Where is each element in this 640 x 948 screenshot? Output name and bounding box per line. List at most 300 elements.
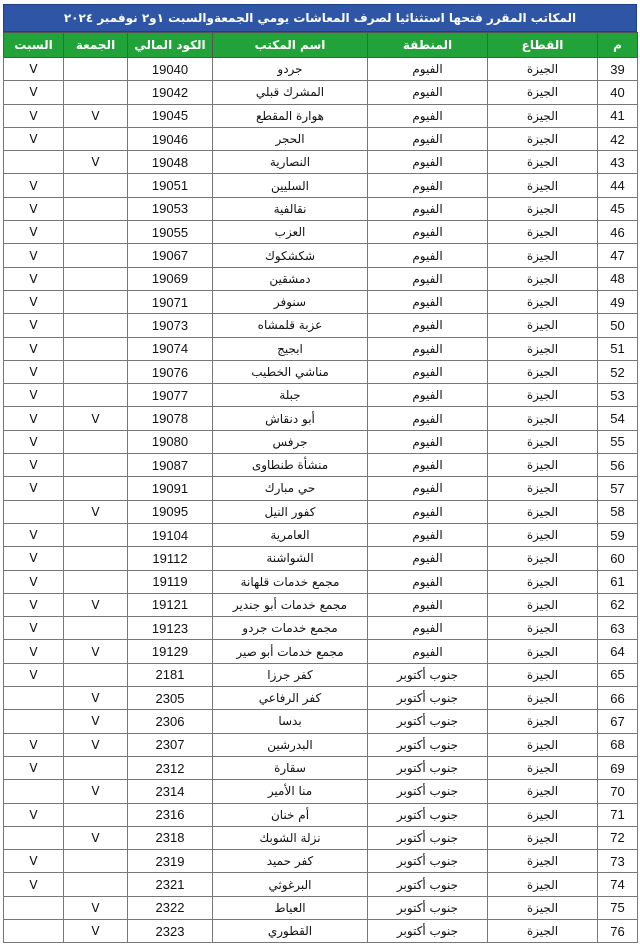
row-region: جنوب أكتوبر xyxy=(368,873,488,896)
row-region: الفيوم xyxy=(368,477,488,500)
row-sector: الجيزة xyxy=(488,267,598,290)
row-financial-code: 2319 xyxy=(128,850,213,873)
row-number: 55 xyxy=(598,430,638,453)
row-region: جنوب أكتوبر xyxy=(368,919,488,942)
row-friday-check: V xyxy=(64,896,128,919)
row-financial-code: 2314 xyxy=(128,780,213,803)
row-office-name: القطوري xyxy=(213,919,368,942)
row-region: الفيوم xyxy=(368,104,488,127)
row-number: 74 xyxy=(598,873,638,896)
table-row xyxy=(4,58,638,81)
row-office-name: المشرك قبلي xyxy=(213,81,368,104)
row-friday-check xyxy=(64,174,128,197)
row-number: 63 xyxy=(598,617,638,640)
row-office-name: البدرشين xyxy=(213,733,368,756)
row-region: الفيوم xyxy=(368,523,488,546)
row-saturday-check: V xyxy=(4,290,64,313)
row-office-name: شكشكوك xyxy=(213,244,368,267)
table-row xyxy=(4,221,638,244)
row-region: جنوب أكتوبر xyxy=(368,780,488,803)
row-saturday-check: V xyxy=(4,593,64,616)
table-row xyxy=(4,896,638,919)
row-number: 47 xyxy=(598,244,638,267)
row-office-name: البرغوثي xyxy=(213,873,368,896)
row-region: جنوب أكتوبر xyxy=(368,803,488,826)
row-region: جنوب أكتوبر xyxy=(368,663,488,686)
row-friday-check xyxy=(64,547,128,570)
row-saturday-check xyxy=(4,826,64,849)
row-sector: الجيزة xyxy=(488,850,598,873)
row-saturday-check: V xyxy=(4,314,64,337)
row-number: 57 xyxy=(598,477,638,500)
row-friday-check: V xyxy=(64,593,128,616)
row-friday-check xyxy=(64,756,128,779)
row-office-name: الحجر xyxy=(213,127,368,150)
row-sector: الجيزة xyxy=(488,314,598,337)
row-sector: الجيزة xyxy=(488,547,598,570)
row-saturday-check: V xyxy=(4,756,64,779)
row-saturday-check: V xyxy=(4,58,64,81)
row-sector: الجيزة xyxy=(488,896,598,919)
table-row xyxy=(4,360,638,383)
row-friday-check xyxy=(64,384,128,407)
row-financial-code: 2305 xyxy=(128,687,213,710)
row-saturday-check: V xyxy=(4,337,64,360)
row-region: الفيوم xyxy=(368,360,488,383)
header-region: المنطقة xyxy=(368,33,488,58)
row-office-name: أبو دنقاش xyxy=(213,407,368,430)
row-office-name: العياط xyxy=(213,896,368,919)
row-saturday-check: V xyxy=(4,430,64,453)
row-sector: الجيزة xyxy=(488,360,598,383)
row-office-name: كفر الرفاعي xyxy=(213,687,368,710)
table-row xyxy=(4,267,638,290)
table-row xyxy=(4,454,638,477)
table-row xyxy=(4,593,638,616)
row-financial-code: 19119 xyxy=(128,570,213,593)
row-saturday-check xyxy=(4,896,64,919)
row-office-name: جبلة xyxy=(213,384,368,407)
row-friday-check: V xyxy=(64,640,128,663)
row-friday-check: V xyxy=(64,500,128,523)
table-row xyxy=(4,919,638,942)
table-row xyxy=(4,337,638,360)
row-number: 54 xyxy=(598,407,638,430)
row-financial-code: 19091 xyxy=(128,477,213,500)
row-sector: الجيزة xyxy=(488,873,598,896)
table-row xyxy=(4,477,638,500)
row-number: 73 xyxy=(598,850,638,873)
row-office-name: العامرية xyxy=(213,523,368,546)
row-office-name: بدسا xyxy=(213,710,368,733)
table-row xyxy=(4,710,638,733)
row-friday-check: V xyxy=(64,780,128,803)
row-saturday-check: V xyxy=(4,104,64,127)
row-financial-code: 19104 xyxy=(128,523,213,546)
row-financial-code: 19112 xyxy=(128,547,213,570)
table-row xyxy=(4,174,638,197)
row-financial-code: 19071 xyxy=(128,290,213,313)
row-number: 58 xyxy=(598,500,638,523)
row-region: جنوب أكتوبر xyxy=(368,756,488,779)
offices-table xyxy=(3,32,638,943)
row-financial-code: 19123 xyxy=(128,617,213,640)
row-office-name: الشواشنة xyxy=(213,547,368,570)
row-region: الفيوم xyxy=(368,337,488,360)
row-saturday-check: V xyxy=(4,127,64,150)
row-region: الفيوم xyxy=(368,151,488,174)
table-row xyxy=(4,384,638,407)
row-saturday-check: V xyxy=(4,733,64,756)
row-financial-code: 2321 xyxy=(128,873,213,896)
row-saturday-check: V xyxy=(4,197,64,220)
row-financial-code: 19055 xyxy=(128,221,213,244)
row-region: الفيوم xyxy=(368,640,488,663)
row-saturday-check: V xyxy=(4,360,64,383)
row-financial-code: 2306 xyxy=(128,710,213,733)
row-saturday-check xyxy=(4,151,64,174)
row-saturday-check: V xyxy=(4,523,64,546)
row-office-name: مناشي الخطيب xyxy=(213,360,368,383)
row-saturday-check: V xyxy=(4,663,64,686)
table-row xyxy=(4,523,638,546)
row-sector: الجيزة xyxy=(488,337,598,360)
row-saturday-check: V xyxy=(4,850,64,873)
row-friday-check xyxy=(64,663,128,686)
row-office-name: عزبة قلمشاه xyxy=(213,314,368,337)
row-office-name: سقارة xyxy=(213,756,368,779)
row-sector: الجيزة xyxy=(488,710,598,733)
row-saturday-check xyxy=(4,500,64,523)
row-friday-check: V xyxy=(64,919,128,942)
row-financial-code: 19051 xyxy=(128,174,213,197)
row-financial-code: 19069 xyxy=(128,267,213,290)
table-row xyxy=(4,500,638,523)
table-row xyxy=(4,687,638,710)
row-region: الفيوم xyxy=(368,314,488,337)
table-row xyxy=(4,733,638,756)
row-friday-check xyxy=(64,430,128,453)
row-region: الفيوم xyxy=(368,500,488,523)
row-region: الفيوم xyxy=(368,570,488,593)
row-saturday-check xyxy=(4,687,64,710)
row-saturday-check: V xyxy=(4,384,64,407)
row-friday-check xyxy=(64,850,128,873)
row-number: 51 xyxy=(598,337,638,360)
row-financial-code: 19048 xyxy=(128,151,213,174)
row-office-name: منا الأمير xyxy=(213,780,368,803)
row-office-name: جرفس xyxy=(213,430,368,453)
row-region: جنوب أكتوبر xyxy=(368,687,488,710)
row-region: الفيوم xyxy=(368,81,488,104)
row-number: 70 xyxy=(598,780,638,803)
header-no: م xyxy=(598,33,638,58)
row-number: 60 xyxy=(598,547,638,570)
row-region: الفيوم xyxy=(368,58,488,81)
row-number: 41 xyxy=(598,104,638,127)
row-saturday-check: V xyxy=(4,221,64,244)
row-sector: الجيزة xyxy=(488,477,598,500)
row-office-name: ابجيج xyxy=(213,337,368,360)
table-row xyxy=(4,290,638,313)
row-region: جنوب أكتوبر xyxy=(368,710,488,733)
row-sector: الجيزة xyxy=(488,221,598,244)
row-friday-check xyxy=(64,477,128,500)
table-row xyxy=(4,81,638,104)
row-office-name: هوارة المقطع xyxy=(213,104,368,127)
row-number: 72 xyxy=(598,826,638,849)
row-friday-check: V xyxy=(64,687,128,710)
row-sector: الجيزة xyxy=(488,640,598,663)
row-region: جنوب أكتوبر xyxy=(368,850,488,873)
row-saturday-check: V xyxy=(4,81,64,104)
table-row xyxy=(4,756,638,779)
row-sector: الجيزة xyxy=(488,663,598,686)
row-office-name: مجمع خدمات أبو جندير xyxy=(213,593,368,616)
row-financial-code: 19045 xyxy=(128,104,213,127)
row-number: 40 xyxy=(598,81,638,104)
row-number: 46 xyxy=(598,221,638,244)
row-friday-check: V xyxy=(64,104,128,127)
row-number: 64 xyxy=(598,640,638,663)
row-saturday-check: V xyxy=(4,570,64,593)
row-sector: الجيزة xyxy=(488,687,598,710)
table-row xyxy=(4,127,638,150)
row-friday-check: V xyxy=(64,733,128,756)
header-sector: القطاع xyxy=(488,33,598,58)
row-friday-check xyxy=(64,337,128,360)
table-row xyxy=(4,663,638,686)
row-sector: الجيزة xyxy=(488,780,598,803)
header-row xyxy=(4,33,638,58)
table-body xyxy=(4,58,638,943)
row-friday-check: V xyxy=(64,151,128,174)
table-row xyxy=(4,104,638,127)
row-sector: الجيزة xyxy=(488,151,598,174)
row-office-name: سنوفر xyxy=(213,290,368,313)
row-office-name: حي مبارك xyxy=(213,477,368,500)
row-financial-code: 19074 xyxy=(128,337,213,360)
row-friday-check: V xyxy=(64,710,128,733)
row-region: الفيوم xyxy=(368,174,488,197)
row-office-name: جردو xyxy=(213,58,368,81)
row-number: 65 xyxy=(598,663,638,686)
row-region: الفيوم xyxy=(368,197,488,220)
table-row xyxy=(4,430,638,453)
row-saturday-check xyxy=(4,780,64,803)
row-friday-check xyxy=(64,803,128,826)
row-friday-check xyxy=(64,81,128,104)
row-financial-code: 19042 xyxy=(128,81,213,104)
row-friday-check xyxy=(64,267,128,290)
row-office-name: أم خنان xyxy=(213,803,368,826)
row-number: 61 xyxy=(598,570,638,593)
row-region: الفيوم xyxy=(368,221,488,244)
row-number: 43 xyxy=(598,151,638,174)
row-office-name: مجمع خدمات أبو صير xyxy=(213,640,368,663)
row-number: 48 xyxy=(598,267,638,290)
row-saturday-check: V xyxy=(4,617,64,640)
row-financial-code: 2312 xyxy=(128,756,213,779)
row-region: الفيوم xyxy=(368,127,488,150)
row-financial-code: 19040 xyxy=(128,58,213,81)
row-financial-code: 2322 xyxy=(128,896,213,919)
row-saturday-check: V xyxy=(4,267,64,290)
row-region: جنوب أكتوبر xyxy=(368,826,488,849)
row-number: 59 xyxy=(598,523,638,546)
row-friday-check xyxy=(64,523,128,546)
row-office-name: دمشقين xyxy=(213,267,368,290)
row-saturday-check: V xyxy=(4,174,64,197)
row-sector: الجيزة xyxy=(488,617,598,640)
row-number: 69 xyxy=(598,756,638,779)
row-friday-check xyxy=(64,290,128,313)
row-sector: الجيزة xyxy=(488,104,598,127)
row-office-name: منشأة طنطاوى xyxy=(213,454,368,477)
row-number: 39 xyxy=(598,58,638,81)
row-region: جنوب أكتوبر xyxy=(368,896,488,919)
row-friday-check xyxy=(64,360,128,383)
row-office-name: مجمع خدمات جردو xyxy=(213,617,368,640)
row-region: الفيوم xyxy=(368,430,488,453)
row-financial-code: 2181 xyxy=(128,663,213,686)
row-region: الفيوم xyxy=(368,454,488,477)
row-sector: الجيزة xyxy=(488,919,598,942)
row-number: 62 xyxy=(598,593,638,616)
row-region: جنوب أكتوبر xyxy=(368,733,488,756)
row-financial-code: 19073 xyxy=(128,314,213,337)
row-office-name: كفور النيل xyxy=(213,500,368,523)
row-sector: الجيزة xyxy=(488,454,598,477)
row-friday-check xyxy=(64,314,128,337)
table-row xyxy=(4,780,638,803)
row-sector: الجيزة xyxy=(488,174,598,197)
row-saturday-check xyxy=(4,710,64,733)
row-sector: الجيزة xyxy=(488,570,598,593)
row-financial-code: 19077 xyxy=(128,384,213,407)
row-financial-code: 19046 xyxy=(128,127,213,150)
row-number: 44 xyxy=(598,174,638,197)
row-sector: الجيزة xyxy=(488,407,598,430)
row-saturday-check: V xyxy=(4,547,64,570)
row-friday-check xyxy=(64,197,128,220)
row-number: 71 xyxy=(598,803,638,826)
row-region: الفيوم xyxy=(368,384,488,407)
row-region: الفيوم xyxy=(368,617,488,640)
row-region: الفيوم xyxy=(368,593,488,616)
header-saturday: السبت xyxy=(4,33,64,58)
row-number: 66 xyxy=(598,687,638,710)
header-code: الكود المالي xyxy=(128,33,213,58)
row-saturday-check: V xyxy=(4,640,64,663)
row-sector: الجيزة xyxy=(488,593,598,616)
row-friday-check xyxy=(64,873,128,896)
row-financial-code: 2316 xyxy=(128,803,213,826)
row-financial-code: 2323 xyxy=(128,919,213,942)
row-sector: الجيزة xyxy=(488,290,598,313)
row-saturday-check xyxy=(4,919,64,942)
row-sector: الجيزة xyxy=(488,81,598,104)
row-saturday-check: V xyxy=(4,873,64,896)
table-row xyxy=(4,314,638,337)
row-financial-code: 19087 xyxy=(128,454,213,477)
header-friday: الجمعة xyxy=(64,33,128,58)
row-number: 45 xyxy=(598,197,638,220)
row-number: 68 xyxy=(598,733,638,756)
row-friday-check xyxy=(64,127,128,150)
row-friday-check: V xyxy=(64,826,128,849)
row-financial-code: 2318 xyxy=(128,826,213,849)
table-row xyxy=(4,850,638,873)
row-number: 42 xyxy=(598,127,638,150)
row-friday-check xyxy=(64,454,128,477)
row-sector: الجيزة xyxy=(488,384,598,407)
row-number: 50 xyxy=(598,314,638,337)
row-office-name: السليين xyxy=(213,174,368,197)
row-office-name: العزب xyxy=(213,221,368,244)
table-row xyxy=(4,873,638,896)
table-row xyxy=(4,151,638,174)
row-region: الفيوم xyxy=(368,407,488,430)
row-sector: الجيزة xyxy=(488,244,598,267)
table-title: المكاتب المقرر فتحها استثنائيا لصرف المعاشات يومي الجمعةوالسبت ١و٢ نوفمبر ٢٠٢٤ xyxy=(3,4,637,32)
row-friday-check xyxy=(64,244,128,267)
row-sector: الجيزة xyxy=(488,523,598,546)
table-row xyxy=(4,617,638,640)
row-number: 49 xyxy=(598,290,638,313)
row-sector: الجيزة xyxy=(488,58,598,81)
row-region: الفيوم xyxy=(368,290,488,313)
row-friday-check xyxy=(64,221,128,244)
row-number: 53 xyxy=(598,384,638,407)
table-row xyxy=(4,547,638,570)
row-sector: الجيزة xyxy=(488,733,598,756)
row-financial-code: 19076 xyxy=(128,360,213,383)
row-financial-code: 19078 xyxy=(128,407,213,430)
row-office-name: النصارية xyxy=(213,151,368,174)
table-row xyxy=(4,570,638,593)
row-sector: الجيزة xyxy=(488,127,598,150)
row-number: 67 xyxy=(598,710,638,733)
row-friday-check xyxy=(64,58,128,81)
table-row xyxy=(4,407,638,430)
row-saturday-check: V xyxy=(4,477,64,500)
row-sector: الجيزة xyxy=(488,803,598,826)
row-office-name: كفر جرزا xyxy=(213,663,368,686)
row-saturday-check: V xyxy=(4,803,64,826)
row-sector: الجيزة xyxy=(488,197,598,220)
row-saturday-check: V xyxy=(4,244,64,267)
header-office: اسم المكتب xyxy=(213,33,368,58)
table-row xyxy=(4,640,638,663)
row-friday-check xyxy=(64,570,128,593)
row-friday-check xyxy=(64,617,128,640)
row-region: الفيوم xyxy=(368,267,488,290)
row-friday-check: V xyxy=(64,407,128,430)
row-region: الفيوم xyxy=(368,244,488,267)
row-number: 56 xyxy=(598,454,638,477)
row-region: الفيوم xyxy=(368,547,488,570)
row-financial-code: 19129 xyxy=(128,640,213,663)
table-row xyxy=(4,803,638,826)
row-financial-code: 19080 xyxy=(128,430,213,453)
row-saturday-check: V xyxy=(4,407,64,430)
row-financial-code: 19121 xyxy=(128,593,213,616)
row-financial-code: 19095 xyxy=(128,500,213,523)
row-financial-code: 19067 xyxy=(128,244,213,267)
row-financial-code: 19053 xyxy=(128,197,213,220)
row-office-name: نقالفية xyxy=(213,197,368,220)
